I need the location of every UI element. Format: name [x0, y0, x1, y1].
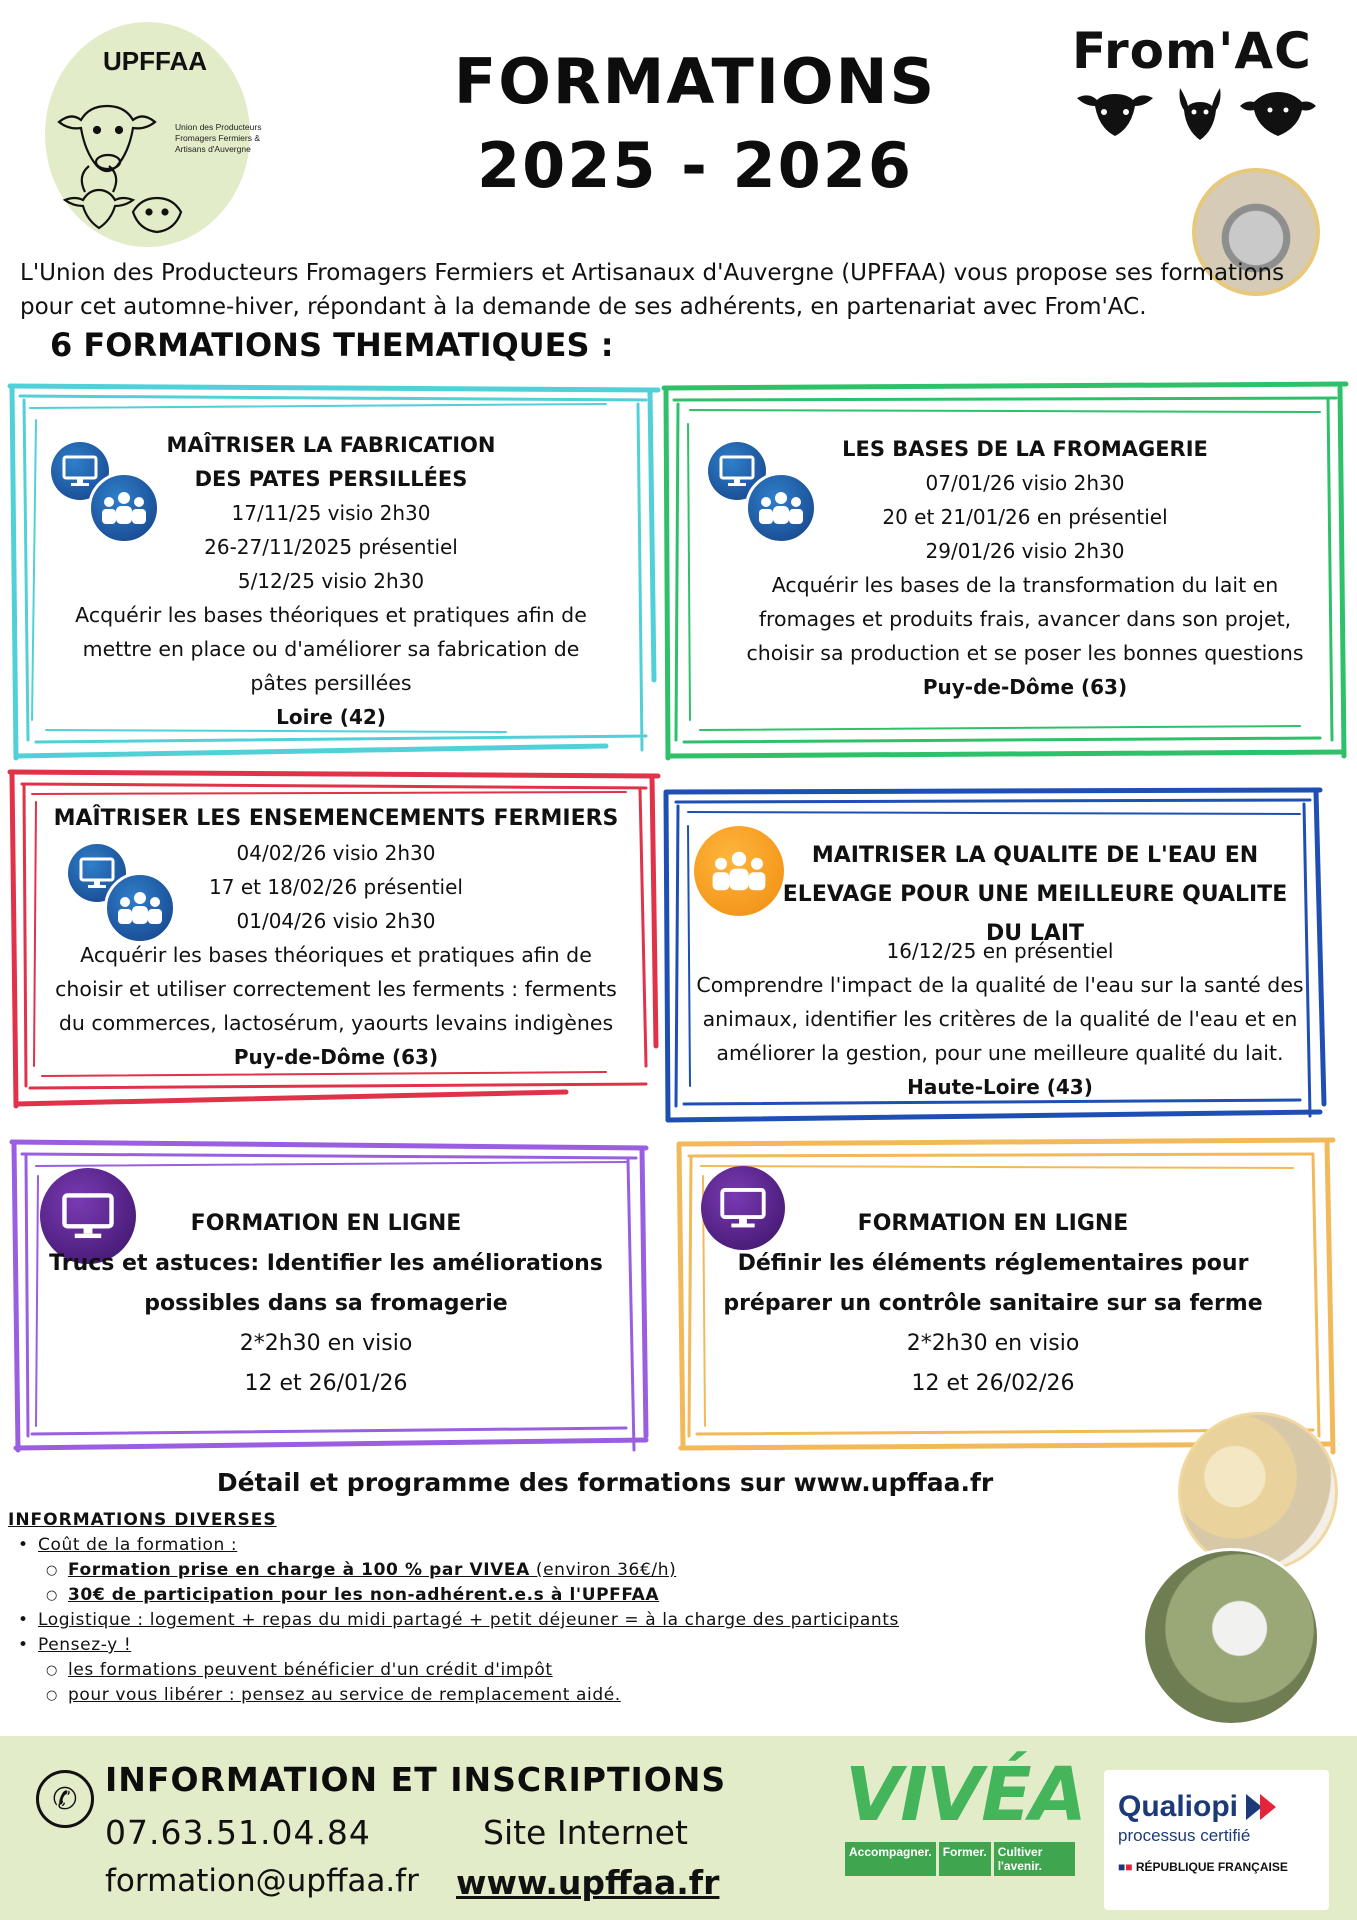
card-kicker: FORMATION EN LIGNE — [857, 1211, 1129, 1236]
card-description: améliorer la gestion, pour une meilleure qualité du lait. — [716, 1041, 1284, 1065]
card-description: choisir et utiliser correctement les ferments : ferments — [55, 977, 617, 1001]
card-location: Puy-de-Dôme (63) — [233, 1045, 439, 1069]
logo-title: UPFFAA — [103, 46, 207, 76]
info-block — [8, 1508, 1128, 1708]
card-description: Acquérir les bases théoriques et pratiques afin de — [75, 603, 587, 627]
card-title: MAÎTRISER LES ENSEMENCEMENTS FERMIERS — [53, 806, 619, 831]
card-content — [36, 802, 636, 1074]
card-date: 17 et 18/02/26 présentiel — [209, 875, 463, 899]
republic-label: ■■ RÉPUBLIQUE FRANÇAISE — [1118, 1860, 1288, 1874]
card-bases-fromagerie — [660, 380, 1350, 762]
phone-icon: ✆ — [36, 1770, 94, 1828]
card-title: Définir les éléments réglementaires pour — [737, 1251, 1249, 1276]
card-description: animaux, identifier les critères de la qualité de l'eau et en — [702, 1007, 1298, 1031]
card-pates-persillees — [6, 380, 661, 762]
details-link-text: Détail et programme des formations sur www.upffaa.fr — [216, 1468, 994, 1497]
fromac-logo — [1072, 22, 1322, 154]
card-date: 5/12/25 visio 2h30 — [237, 569, 425, 593]
fromac-title: From'AC — [1072, 22, 1312, 80]
card-description: pâtes persillées — [250, 671, 412, 695]
card-description: Acquérir les bases de la transformation du lait en — [771, 573, 1279, 597]
card-description: fromages et produits frais, avancer dans son projet, — [758, 607, 1292, 631]
card-title: LES BASES DE LA FROMAGERIE — [842, 437, 1208, 461]
card-content — [26, 1204, 626, 1404]
upffaa-logo — [45, 22, 262, 247]
list-item: • Coût de la formation : — [8, 1533, 1128, 1558]
site-link[interactable]: www.upffaa.fr — [456, 1863, 720, 1902]
phone-number[interactable]: 07.63.51.04.84 — [105, 1813, 371, 1852]
list-item: • Pensez-y ! — [8, 1633, 1128, 1658]
card-ensemencements — [6, 766, 661, 1111]
logo-subtitle: Union des Producteurs Fromagers Fermiers & Artisans d'Auvergne — [175, 122, 262, 154]
card-kicker: FORMATION EN LIGNE — [190, 1211, 462, 1236]
card-content — [693, 1204, 1293, 1404]
card-online-controle — [673, 1136, 1338, 1454]
card-qualite-eau — [660, 786, 1350, 1126]
card-location: Loire (42) — [276, 705, 386, 729]
card-date: 2*2h30 en visio — [906, 1331, 1080, 1356]
card-content — [36, 428, 626, 734]
vivea-tagline: Accompagner. Former. Cultiver l'avenir. — [845, 1842, 1075, 1876]
info-list — [8, 1533, 1128, 1708]
card-title-block — [760, 836, 1310, 953]
card-title: Trucs et astuces: Identifier les améliorations — [49, 1251, 603, 1276]
card-title: possibles dans sa fromagerie — [144, 1291, 508, 1316]
card-online-trucs — [6, 1136, 671, 1454]
card-date: 2*2h30 en visio — [239, 1331, 413, 1356]
card-date: 17/11/25 visio 2h30 — [231, 501, 431, 525]
card-title: MAITRISER LA QUALITE DE L'EAU EN — [811, 843, 1259, 868]
card-description: choisir sa production et se poser les bonnes questions — [746, 641, 1304, 665]
vivea-word: VIVÉA — [845, 1752, 1085, 1838]
card-description: du commerces, lactosérum, yaourts levains indigènes — [58, 1011, 614, 1035]
card-location: Puy-de-Dôme (63) — [922, 675, 1128, 699]
qualiopi-sub: processus certifié — [1118, 1826, 1251, 1845]
card-date: 07/01/26 visio 2h30 — [925, 471, 1125, 495]
card-date: 29/01/26 visio 2h30 — [925, 539, 1125, 563]
title-line-2: 2025 - 2026 — [476, 129, 914, 202]
card-date: 04/02/26 visio 2h30 — [236, 841, 436, 865]
card-date: 20 et 21/01/26 en présentiel — [882, 505, 1168, 529]
list-item: • Logistique : logement + repas du midi partagé + petit déjeuner = à la charge des participants — [8, 1608, 1128, 1633]
footer-title: INFORMATION ET INSCRIPTIONS — [105, 1760, 727, 1799]
info-heading: INFORMATIONS DIVERSES — [8, 1510, 277, 1530]
card-description: Comprendre l'impact de la qualité de l'eau sur la santé des — [696, 973, 1304, 997]
list-item: ○ Formation prise en charge à 100 % par VIVEA (environ 36€/h) — [8, 1558, 1128, 1583]
card-date: 26-27/11/2025 présentiel — [204, 535, 458, 559]
title-line-1: FORMATIONS — [453, 45, 937, 118]
card-content — [690, 940, 1310, 1104]
card-title: DU LAIT — [985, 921, 1085, 946]
list-item: ○ 30€ de participation pour les non-adhérent.e.s à l'UPFFAA — [8, 1583, 1128, 1608]
card-date: 12 et 26/02/26 — [911, 1371, 1075, 1396]
card-date: 16/12/25 en présentiel — [886, 939, 1114, 963]
list-item: ○ les formations peuvent bénéficier d'un crédit d'impôt — [8, 1658, 1128, 1683]
card-title: MAÎTRISER LA FABRICATION — [166, 433, 496, 457]
page-title — [350, 40, 1040, 208]
site-label: Site Internet — [483, 1813, 688, 1852]
list-item: ○ pour vous libérer : pensez au service de remplacement aidé. — [8, 1683, 1128, 1708]
qualiopi-logo — [1104, 1770, 1329, 1910]
section-title: 6 FORMATIONS THEMATIQUES : — [50, 326, 614, 364]
arrow-icon — [1244, 1792, 1284, 1822]
card-title: préparer un contrôle sanitaire sur sa ferme — [723, 1291, 1263, 1316]
card-description: mettre en place ou d'améliorer sa fabrication de — [82, 637, 580, 661]
qualiopi-name: Qualiopi — [1118, 1790, 1238, 1823]
email-address[interactable]: formation@upffaa.fr — [105, 1863, 419, 1899]
animal-heads-icon — [1072, 80, 1322, 150]
intro-text: L'Union des Producteurs Fromagers Fermiers et Artisanaux d'Auvergne (UPFFAA) vous propose ses formations pour cet automne-hiver, répondant à la demande de ses adhérents, en partenariat avec From'AC. — [20, 260, 1285, 320]
card-description: Acquérir les bases théoriques et pratiques afin de — [80, 943, 592, 967]
card-date: 12 et 26/01/26 — [244, 1371, 408, 1396]
card-date: 01/04/26 visio 2h30 — [236, 909, 436, 933]
goat-photo — [1142, 1548, 1320, 1726]
vivea-logo — [845, 1752, 1085, 1876]
card-title: DES PATES PERSILLÉES — [194, 467, 468, 491]
card-title: ELEVAGE POUR UNE MEILLEURE QUALITE — [782, 882, 1288, 907]
card-location: Haute-Loire (43) — [907, 1075, 1093, 1099]
card-content — [730, 432, 1320, 704]
